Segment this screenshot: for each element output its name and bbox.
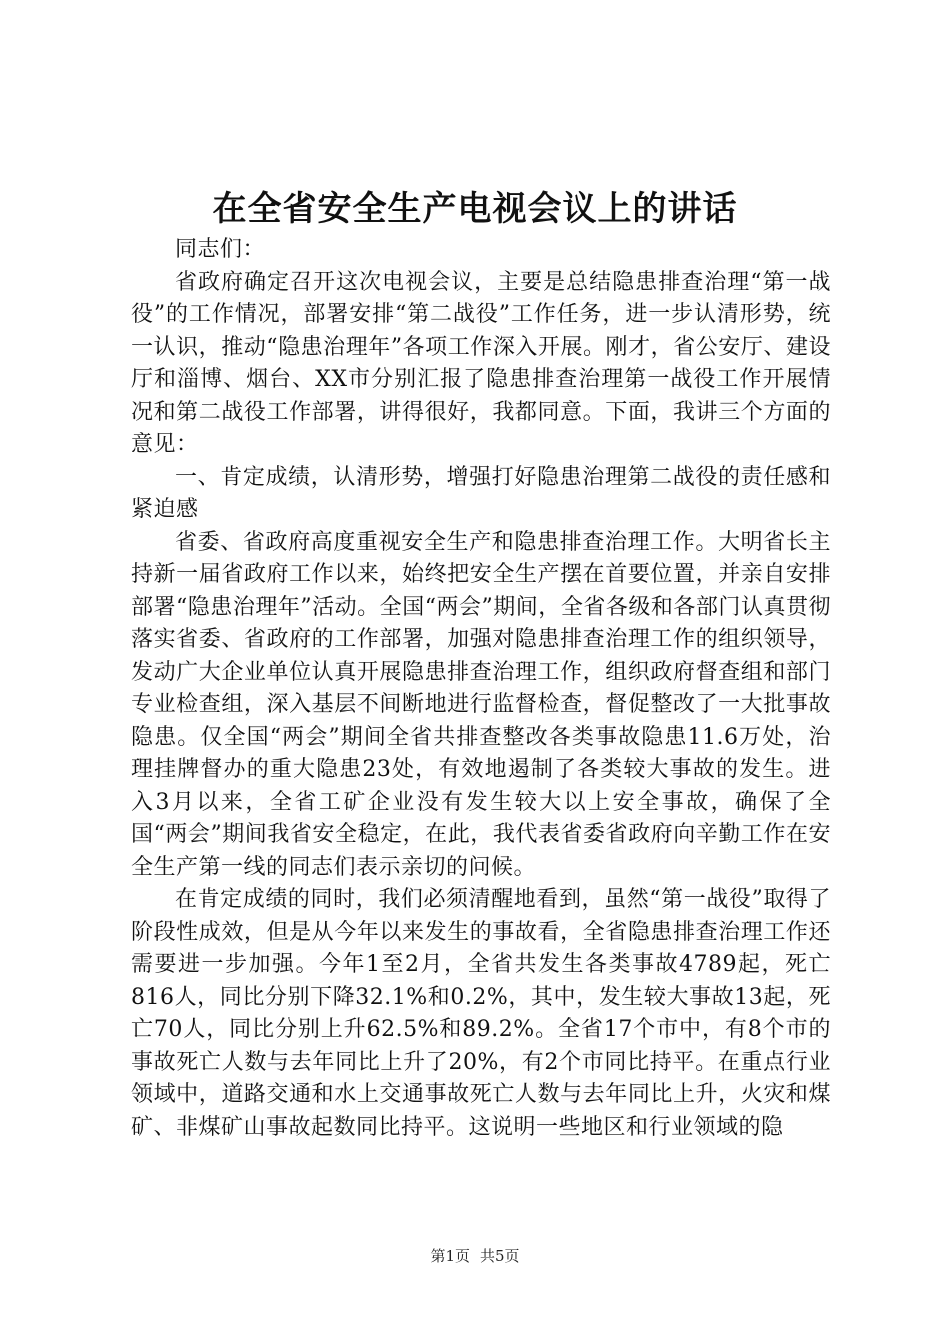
section-heading-1: 一、肯定成绩，认清形势，增强打好隐患治理第二战役的责任感和紧迫感 <box>131 464 831 522</box>
body-paragraph: 省委、省政府高度重视安全生产和隐患排查治理工作。大明省长主持新一届省政府工作以来，始终把安全生产摆在首要位置，并亲自安排部署“隐患治理年”活动。全国“两会”期间，全省各级和各部门认真贯彻落实省委、省政府的工作部署，加强对隐患排查治理工作的组织领导，发动广大企业单位认真开展隐患排查治理工作，组织政府督查组和部门专业检查组，深入基层不间断地进行监督检查，督促整改了一大批事故隐患。仅全国“两会”期间全省共排查整改各类事故隐患11.6万处，治理挂牌督办的重大隐患23处，有效地遏制了各类较大事故的发生。进入3月以来，全省工矿企业没有发生较大以上安全事故，确保了全国“两会”期间我省安全稳定，在此，我代表省委省政府向辛勤工作在安全生产第一线的同志们表示亲切的问候。 <box>131 529 831 880</box>
document-body <box>131 234 831 1144</box>
document-title: 在全省安全生产电视会议上的讲话 <box>212 189 738 229</box>
salutation-paragraph: 同志们： <box>175 237 266 262</box>
page-total: 共5页 <box>480 1247 520 1265</box>
page-footer <box>0 1246 950 1266</box>
body-paragraph: 在肯定成绩的同时，我们必须清醒地看到，虽然“第一战役”取得了阶段性成效，但是从今年以来发生的事故看，全省隐患排查治理工作还需要进一步加强。今年1至2月，全省共发生各类事故4789起，死亡816人，同比分别下降32.1%和0.2%，其中，发生较大事故13起，死亡70人，同比分别上升62.5%和89.2%。全省17个市中，有8个市的事故死亡人数与去年同比上升了20%，有2个市同比持平。在重点行业领域中，道路交通和水上交通事故死亡人数与去年同比上升，火灾和煤矿、非煤矿山事故起数同比持平。这说明一些地区和行业领域的隐 <box>131 887 831 1140</box>
intro-paragraph: 省政府确定召开这次电视会议，主要是总结隐患排查治理“第一战役”的工作情况，部署安排“第二战役”工作任务，进一步认清形势，统一认识，推动“隐患治理年”各项工作深入开展。刚才，省公安厅、建设厅和淄博、烟台、XX市分别汇报了隐患排查治理第一战役工作开展情况和第二战役工作部署，讲得很好，我都同意。下面，我讲三个方面的意见： <box>131 269 831 457</box>
page-number: 第1页 <box>430 1247 470 1265</box>
